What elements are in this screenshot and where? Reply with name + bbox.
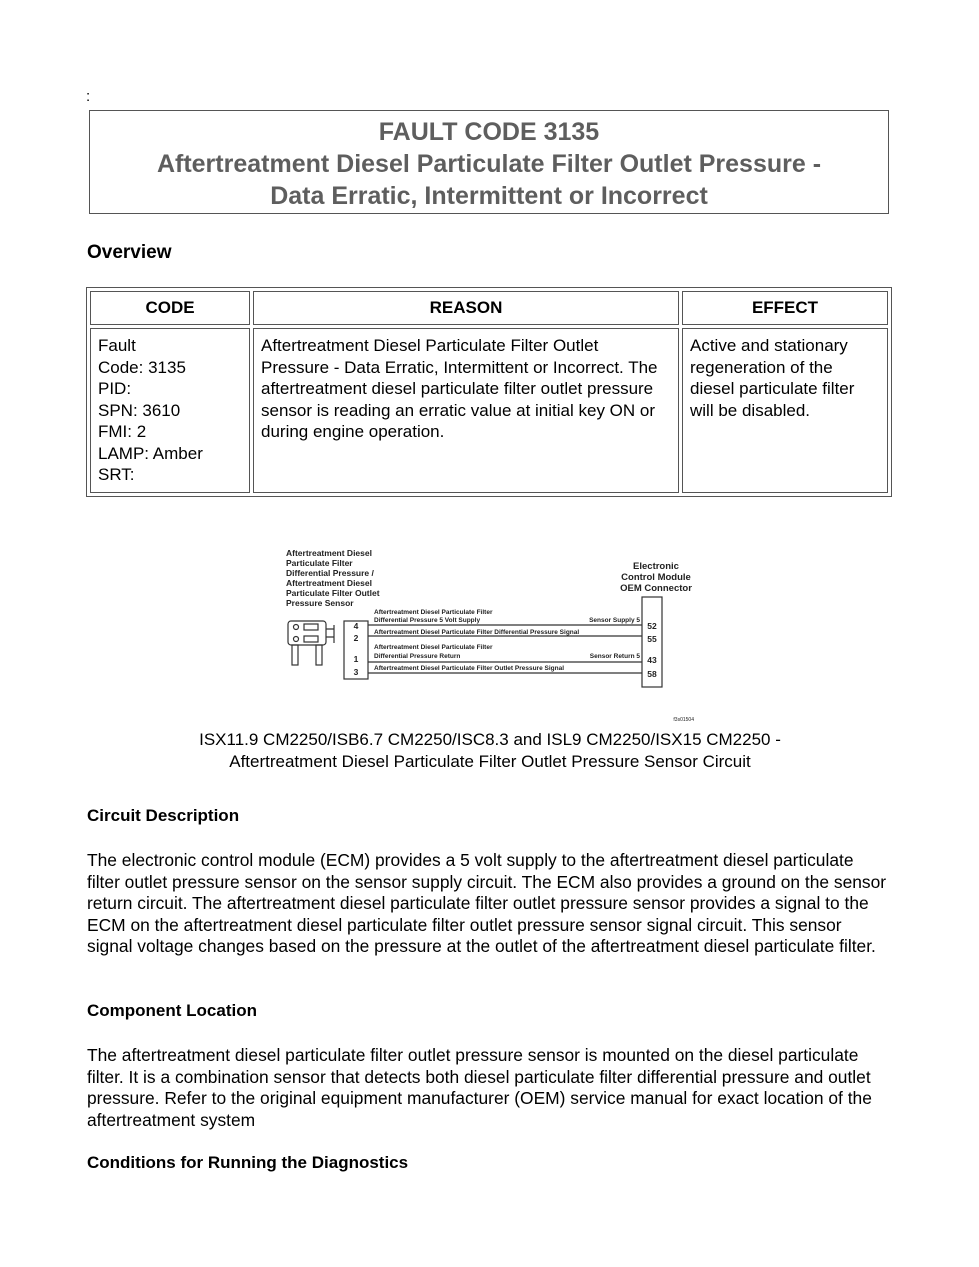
caption-line: Aftertreatment Diesel Particulate Filter Outlet Pressure Sensor Circuit bbox=[229, 752, 751, 771]
table-header-row bbox=[90, 291, 888, 325]
ecm-pin: 43 bbox=[647, 655, 657, 665]
effect-cell: Active and stationary regeneration of the diesel particulate filter will be disabled. bbox=[682, 328, 888, 493]
ecm-label-line: Control Module bbox=[621, 572, 691, 583]
circuit-label: Differential Pressure 5 Volt Supply bbox=[374, 617, 481, 624]
circuit-label: Aftertreatment Diesel Particulate Filter Differential Pressure Signal bbox=[374, 629, 580, 636]
circuit-label-top: Aftertreatment Diesel Particulate Filter bbox=[374, 644, 493, 651]
circuit-description-heading: Circuit Description bbox=[87, 806, 240, 825]
code-line: SRT: bbox=[98, 465, 135, 484]
code-line: PID: bbox=[98, 379, 132, 398]
code-line: FMI: 2 bbox=[98, 422, 147, 441]
component-location-heading: Component Location bbox=[87, 1001, 257, 1020]
sensor-pin: 4 bbox=[353, 621, 359, 631]
column-header-code: CODE bbox=[90, 291, 250, 325]
circuit-right-label: Sensor Supply 5 bbox=[589, 617, 640, 624]
sensor-label-line: Particulate Filter bbox=[286, 558, 353, 568]
fault-title-line: Aftertreatment Diesel Particulate Filter Outlet Pressure - bbox=[156, 150, 822, 178]
ecm-pin: 58 bbox=[647, 669, 657, 679]
sensor-label-line: Aftertreatment Diesel bbox=[286, 548, 372, 558]
code-line: LAMP: Amber bbox=[98, 443, 203, 463]
code-line: Fault bbox=[98, 336, 136, 355]
ecm-pin: 52 bbox=[647, 621, 657, 631]
column-header-effect: EFFECT bbox=[682, 291, 888, 325]
pressure-sensor-icon bbox=[288, 621, 334, 665]
sensor-label-line: Aftertreatment Diesel bbox=[286, 578, 372, 588]
diagram-caption bbox=[100, 729, 880, 773]
component-location-text: The aftertreatment diesel particulate filter outlet pressure sensor is mounted on the diesel particulate filter. It is a combination sensor that detects both diesel particulate filter differential pressure and outlet pressure. Refer to the original equipment manufacturer (OEM) service manual for exact location of the aftertreatment system bbox=[87, 1045, 872, 1130]
sensor-circuit-diagram bbox=[282, 545, 700, 723]
overview-heading: Overview bbox=[87, 242, 172, 263]
code-line: Code: 3135 bbox=[98, 357, 186, 377]
fault-code-table bbox=[86, 287, 892, 497]
conditions-heading: Conditions for Running the Diagnostics bbox=[87, 1153, 409, 1172]
caption-line: ISX11.9 CM2250/ISB6.7 CM2250/ISC8.3 and ISL9 CM2250/ISX15 CM2250 - bbox=[199, 730, 781, 749]
reason-cell: Aftertreatment Diesel Particulate Filter Outlet Pressure - Data Erratic, Intermittent or Incorrect. The aftertreatment diesel particulate filter outlet pressure sensor is reading an erratic value at initial key ON or during engine operation. bbox=[253, 328, 679, 493]
ecm-label-line: Electronic bbox=[633, 561, 679, 572]
sensor-label-line: Pressure Sensor bbox=[286, 598, 354, 608]
figure-id: f3s01504 bbox=[673, 717, 694, 723]
code-line: SPN: 3610 bbox=[98, 400, 181, 420]
circuit-label: Differential Pressure Return bbox=[374, 653, 461, 660]
sensor-pin: 1 bbox=[353, 654, 359, 664]
circuit-label: Aftertreatment Diesel Particulate Filter Outlet Pressure Signal bbox=[374, 665, 565, 672]
ecm-pin: 55 bbox=[647, 634, 657, 644]
table-row bbox=[90, 328, 888, 493]
fault-title-line: Data Erratic, Intermittent or Incorrect bbox=[270, 182, 708, 210]
fault-code-title: FAULT CODE 3135 bbox=[378, 118, 600, 146]
circuit-right-label: Sensor Return 5 bbox=[589, 653, 640, 660]
sensor-pin: 3 bbox=[353, 667, 359, 677]
circuit-description-text: The electronic control module (ECM) provides a 5 volt supply to the aftertreatment diesel particulate filter outlet pressure sensor on the sensor supply circuit. The ECM also provides a ground on the sensor return circuit. The aftertreatment diesel particulate filter outlet pressure sensor provides a signal to the ECM on the aftertreatment diesel particulate filter outlet pressure sensor signal circuit. This sensor signal voltage changes based on the pressure at the outlet of the aftertreatment diesel particulate filter. bbox=[87, 850, 887, 956]
sensor-label-line: Particulate Filter Outlet bbox=[286, 588, 380, 598]
sensor-pin: 2 bbox=[353, 633, 359, 643]
code-cell bbox=[90, 328, 250, 493]
circuit-label-top: Aftertreatment Diesel Particulate Filter bbox=[374, 609, 493, 616]
sensor-label-line: Differential Pressure / bbox=[286, 568, 374, 578]
fault-title-box bbox=[89, 110, 889, 214]
column-header-reason: REASON bbox=[253, 291, 679, 325]
page-marker: : bbox=[86, 88, 91, 105]
ecm-label-line: OEM Connector bbox=[620, 583, 692, 594]
